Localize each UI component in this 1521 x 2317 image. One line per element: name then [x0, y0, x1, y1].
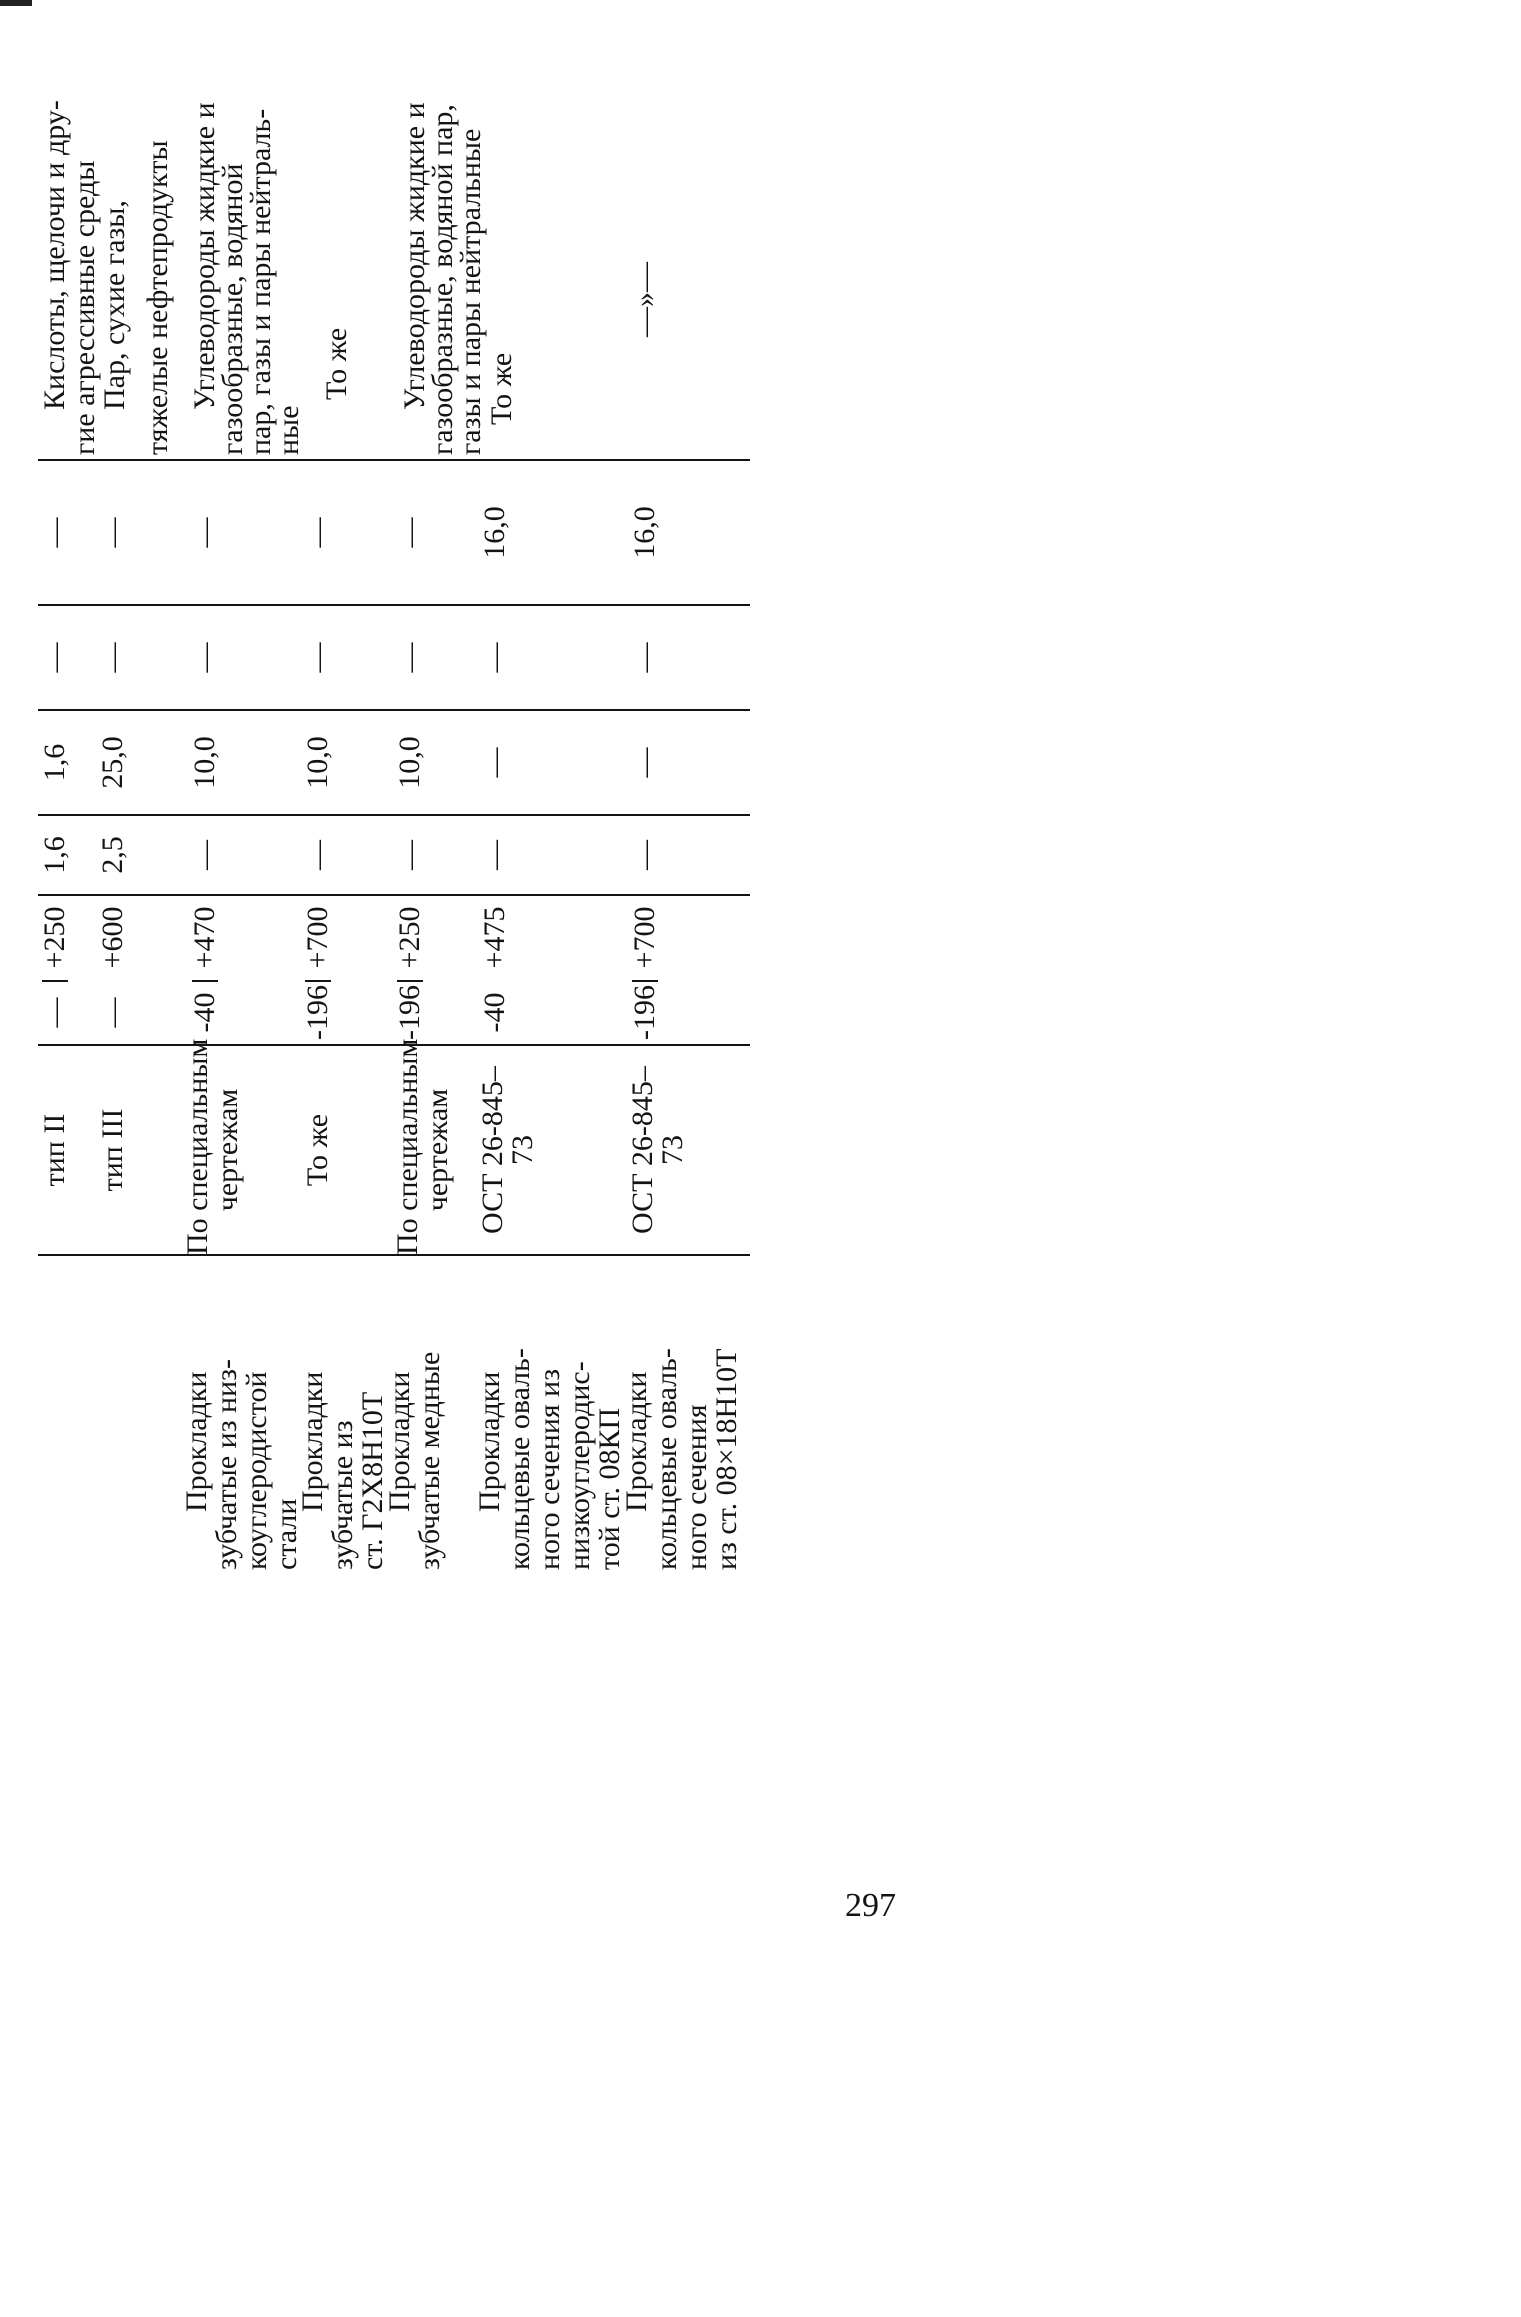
material-cell-line: кольцевые оваль- [650, 1348, 683, 1570]
temp-max-cell: +250 [393, 906, 426, 969]
temp-max-cell: +470 [188, 906, 221, 969]
value-cell-4: — [301, 517, 334, 548]
material-cell-line: ст. Г2Х8Н10Т [356, 1391, 389, 1570]
media-cell-line: —»— [628, 262, 661, 337]
value-cell-2: — [628, 747, 661, 778]
temp-max-cell: +700 [628, 906, 661, 969]
value-cell-4: — [188, 517, 221, 548]
media-cell-line: То же [485, 352, 518, 425]
temp-min-cell: — [96, 997, 129, 1028]
material-cell-line: кольцевые оваль- [503, 1348, 536, 1570]
material-cell-line: Прокладки [620, 1371, 653, 1512]
temp-min-cell: -40 [188, 992, 221, 1033]
value-cell-1: — [301, 840, 334, 870]
standard-cell-line: тип III [96, 1108, 129, 1192]
standard-cell-line: ОСТ 26-845– [476, 1066, 509, 1234]
temp-min-cell: -196 [393, 985, 426, 1040]
material-cell-line: ного сечения [680, 1404, 713, 1570]
value-cell-2: 10,0 [188, 736, 221, 789]
media-cell-line: тяжелые нефтепродукты [141, 140, 174, 455]
value-cell-1: — [188, 840, 221, 870]
value-cell-3: — [38, 642, 71, 673]
material-cell-line: ного сечения из [533, 1368, 566, 1570]
value-cell-1: — [628, 840, 661, 870]
value-cell-2: 25,0 [96, 736, 129, 789]
value-cell-2: 10,0 [393, 736, 426, 789]
value-cell-1: — [478, 840, 511, 870]
standard-cell-line: 73 [506, 1135, 539, 1165]
temp-max-cell: +475 [478, 906, 511, 969]
media-cell-line: газы и пары нейтральные [454, 128, 487, 455]
material-cell-line: низкоуглеродис- [563, 1361, 596, 1570]
media-cell-line: Пар, сухие газы, [98, 200, 131, 410]
media-cell-line: Кислоты, щелочи и дру- [38, 100, 71, 410]
value-cell-1: 2,5 [96, 836, 129, 874]
value-cell-3: — [96, 642, 129, 673]
standard-cell-line: По специальным [181, 1038, 214, 1255]
value-cell-3: — [301, 642, 334, 673]
value-cell-3: — [478, 642, 511, 673]
value-cell-4: — [38, 517, 71, 548]
material-cell-line: стали [270, 1498, 303, 1570]
standard-cell-line: По специальным [391, 1038, 424, 1255]
media-cell-line: газообразные, водяной [216, 163, 249, 455]
temp-min-cell: -196 [628, 985, 661, 1040]
value-cell-1: — [393, 840, 426, 870]
temp-min-cell: -40 [478, 992, 511, 1033]
material-cell-line: Прокладки [296, 1371, 329, 1512]
material-cell-line: зубчатые из [326, 1420, 359, 1570]
media-cell-line: ные [272, 405, 305, 455]
temp-min-cell: — [38, 997, 71, 1028]
material-cell-line: коуглеродистой [240, 1371, 273, 1570]
value-cell-2: 10,0 [301, 736, 334, 789]
material-cell-line: Прокладки [383, 1371, 416, 1512]
material-cell-line: зубчатые из низ- [210, 1358, 243, 1570]
value-cell-4: 16,0 [478, 506, 511, 559]
media-cell-line: газообразные, водяной пар, [426, 104, 459, 455]
value-cell-3: — [628, 642, 661, 673]
temp-max-cell: +600 [96, 906, 129, 969]
temp-min-cell: -196 [301, 985, 334, 1040]
material-cell-line: из ст. 08×18Н10Т [710, 1348, 743, 1570]
value-cell-1: 1,6 [38, 836, 71, 874]
standard-cell-line: тип II [38, 1113, 71, 1187]
media-cell-line: Углеводороды жидкие и [398, 102, 431, 410]
standard-cell-line: чертежам [421, 1088, 454, 1212]
temp-max-cell: +700 [301, 906, 334, 969]
media-cell-line: То же [320, 327, 353, 400]
value-cell-3: — [393, 642, 426, 673]
page-number: 297 [845, 1887, 896, 1924]
value-cell-3: — [188, 642, 221, 673]
media-cell-line: Углеводороды жидкие и [188, 102, 221, 410]
material-cell-line: той ст. 08КП [593, 1407, 626, 1570]
value-cell-2: — [478, 747, 511, 778]
value-cell-4: — [96, 517, 129, 548]
material-cell-line: Прокладки [180, 1371, 213, 1512]
temp-max-cell: +250 [38, 906, 71, 969]
material-cell-line: зубчатые медные [413, 1351, 446, 1570]
value-cell-2: 1,6 [38, 743, 71, 782]
standard-cell-line: 73 [656, 1135, 689, 1165]
material-cell-line: Прокладки [473, 1371, 506, 1512]
value-cell-4: — [393, 517, 426, 548]
standard-cell-line: ОСТ 26-845– [626, 1066, 659, 1234]
media-cell-line: гие агрессивные среды [68, 160, 101, 455]
standard-cell-line: То же [301, 1113, 334, 1187]
value-cell-4: 16,0 [628, 506, 661, 559]
media-cell-line: пар, газы и пары нейтраль- [244, 108, 277, 455]
standard-cell-line: чертежам [211, 1088, 244, 1212]
